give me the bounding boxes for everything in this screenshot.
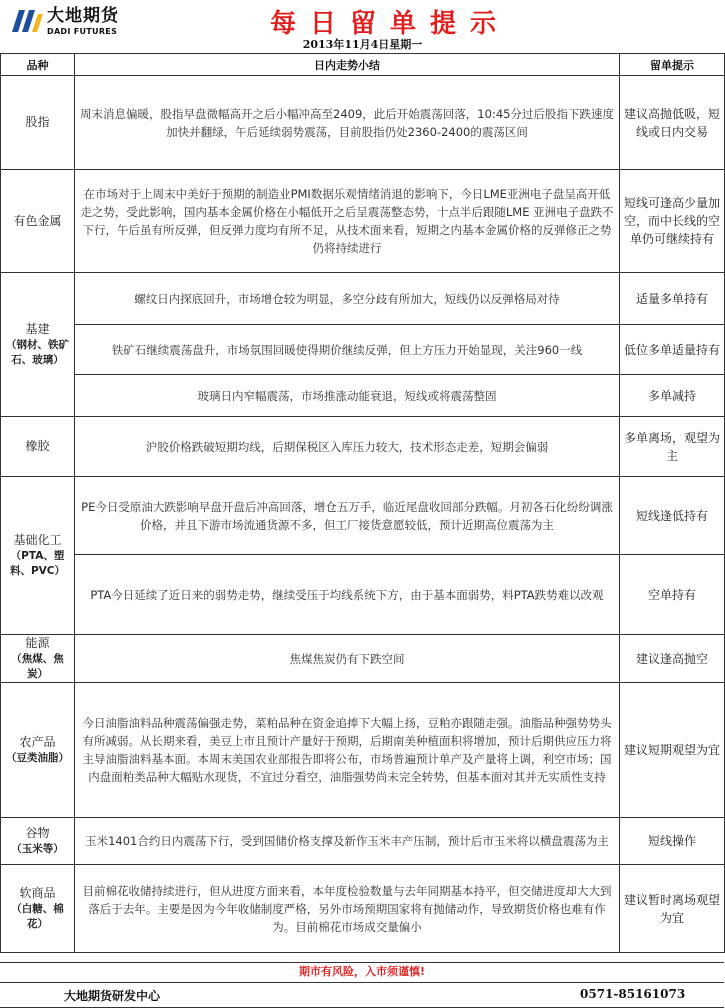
table-row [1, 818, 725, 865]
category-name: 基建 [25, 322, 50, 336]
category-name: 能源 [25, 636, 50, 650]
table-row [1, 417, 725, 477]
tip-cell: 建议逢高抛空 [620, 635, 725, 683]
summary-cell: 周末消息偏暖，股指早盘微幅高开之后小幅冲高至2409，此后开始震荡回落，10:45分过后股指下跌速度加快并翻绿，午后延续弱势震荡，目前股指仍处2360-2400的震荡区间 [75, 76, 620, 170]
summary-cell: 螺纹日内探底回升，市场增仓较为明显，多空分歧有所加大，短线仍以反弹格局对待 [75, 273, 620, 325]
table-row [1, 325, 725, 375]
tip-cell: 适量多单持有 [620, 273, 725, 325]
table-header-row [1, 54, 725, 76]
table-row [1, 76, 725, 170]
category-name: 基础化工 [13, 533, 62, 547]
summary-cell: PE今日受原油大跌影响早盘开盘后冲高回落，增仓五万手，临近尾盘收回部分跌幅。月初各石化纷纷调涨价格，并且下游市场流通货源不多，但工厂接货意愿较低，预计近期高位震荡为主 [75, 477, 620, 555]
tip-cell: 多单减持 [620, 375, 725, 417]
table-row [1, 170, 725, 273]
category-name: 软商品 [19, 886, 56, 900]
dadi-logo-icon [10, 6, 44, 38]
report-header [0, 0, 725, 56]
category-cell [1, 76, 75, 170]
tip-cell: 低位多单适量持有 [620, 325, 725, 375]
tip-cell: 建议短期观望为宜 [620, 683, 725, 818]
table-row [1, 635, 725, 683]
summary-cell: 目前棉花收储持续进行，但从进度方面来看，本年度检验数量与去年同期基本持平，但交储进度却大大到落后于去年。主要是因为今年收储制度严格，另外市场预期国家将有抛储动作，导致期货价格也难有作为。目前棉花市场成交量偏小 [75, 865, 620, 953]
tip-cell: 建议暂时离场观望为宜 [620, 865, 725, 953]
category-name: 谷物 [25, 826, 50, 840]
tip-cell: 短线操作 [620, 818, 725, 865]
category-cell [1, 865, 75, 953]
category-name: 股指 [25, 115, 50, 129]
table-row [1, 683, 725, 818]
category-sub: （钢材、铁矿石、玻璃） [6, 339, 69, 366]
summary-cell: 玻璃日内窄幅震荡，市场推涨动能衰退，短线或将震荡整固 [75, 375, 620, 417]
report-date: 2013年11月4日星期一 [302, 38, 423, 51]
company-logo [10, 6, 119, 38]
header-category: 品种 [1, 54, 75, 76]
summary-cell: 在市场对于上周末中美好于预期的制造业PMI数据乐观情绪消退的影响下，今日LME亚洲电子盘呈高开低走之势，受此影响，国内基本金属价格在小幅低开之后呈震荡整态势，十点半后跟随LME 亚洲电子盘跌不下行，午后虽有所反弹，但反弹力度均有所不足，从技术面来看，短期之内基本金属价格的反弹修正之势仍将持续进行 [75, 170, 620, 273]
category-sub: （PTA、塑料、PVC） [9, 550, 66, 577]
summary-cell: 焦煤焦炭仍有下跌空间 [75, 635, 620, 683]
summary-cell: 玉米1401合约日内震荡下行，受到国储价格支撑及新作玉米丰产压制，预计后市玉米将以横盘震荡为主 [75, 818, 620, 865]
summary-cell: PTA今日延续了近日来的弱势走势，继续受压于均线系统下方，由于基本面弱势，料PTA跌势难以改观 [75, 555, 620, 635]
report-title: 每日留单提示 [269, 9, 510, 39]
logo-english-name: DADI FUTURES [47, 27, 118, 36]
category-name: 有色金属 [13, 213, 62, 228]
risk-warning: 期市有风险，入市须谨慎! [0, 962, 724, 981]
category-cell [1, 818, 75, 865]
table-row [1, 273, 725, 325]
summary-cell: 今日油脂油料品种震荡偏强走势，菜粕品种在资金追捧下大幅上扬，豆粕亦跟随走强。油脂品种强势势头有所减弱。从长期来看，美豆上市且预计产量好于预期，后期南美种植面积将增加，预计后期供应压力将主导油脂油料基本面。本周末美国农业部报告即将公布，市场普遍预计单产及产量将上调，利空市场；国内盘面粕类品种大幅贴水现货，不宜过分看空，油脂强势尚未完全转势，但基本面对其并无实质性支持 [75, 683, 620, 818]
report-footer [0, 982, 724, 1008]
category-sub: （豆类油脂） [6, 752, 69, 764]
logo-chinese-name: 大地期货 [47, 6, 119, 26]
category-sub: （玉米等） [11, 843, 64, 855]
category-name: 橡胶 [25, 439, 50, 453]
contact-phone: 0571-85161073 [580, 987, 686, 1001]
table-row [1, 375, 725, 417]
category-cell [1, 635, 75, 683]
tip-cell: 空单持有 [620, 555, 725, 635]
table-row [1, 865, 725, 953]
category-sub: （白糖、棉花） [11, 903, 64, 930]
table-row [1, 477, 725, 555]
tip-cell: 短线可逢高少量加空，而中长线的空单仍可继续持有 [620, 170, 725, 273]
header-tip: 留单提示 [620, 54, 725, 76]
table-row [1, 555, 725, 635]
category-cell [1, 683, 75, 818]
summary-cell: 沪胶价格跌破短期均线，后期保税区入库压力较大，技术形态走差，短期会偏弱 [75, 417, 620, 477]
category-cell [1, 273, 75, 417]
category-cell [1, 170, 75, 273]
category-cell [1, 417, 75, 477]
header-summary: 日内走势小结 [75, 54, 620, 76]
summary-cell: 铁矿石继续震荡盘升，市场氛围回暖使得期价继续反弹，但上方压力开始显现，关注960一线 [75, 325, 620, 375]
tip-cell: 短线逢低持有 [620, 477, 725, 555]
tip-cell: 多单离场，观望为主 [620, 417, 725, 477]
category-sub: （焦煤、焦炭） [11, 653, 64, 680]
tip-cell: 建议高抛低吸，短线或日内交易 [620, 76, 725, 170]
category-name: 农产品 [19, 735, 56, 749]
research-center-name: 大地期货研发中心 [64, 989, 161, 1003]
category-cell [1, 477, 75, 635]
advice-table [0, 53, 725, 953]
